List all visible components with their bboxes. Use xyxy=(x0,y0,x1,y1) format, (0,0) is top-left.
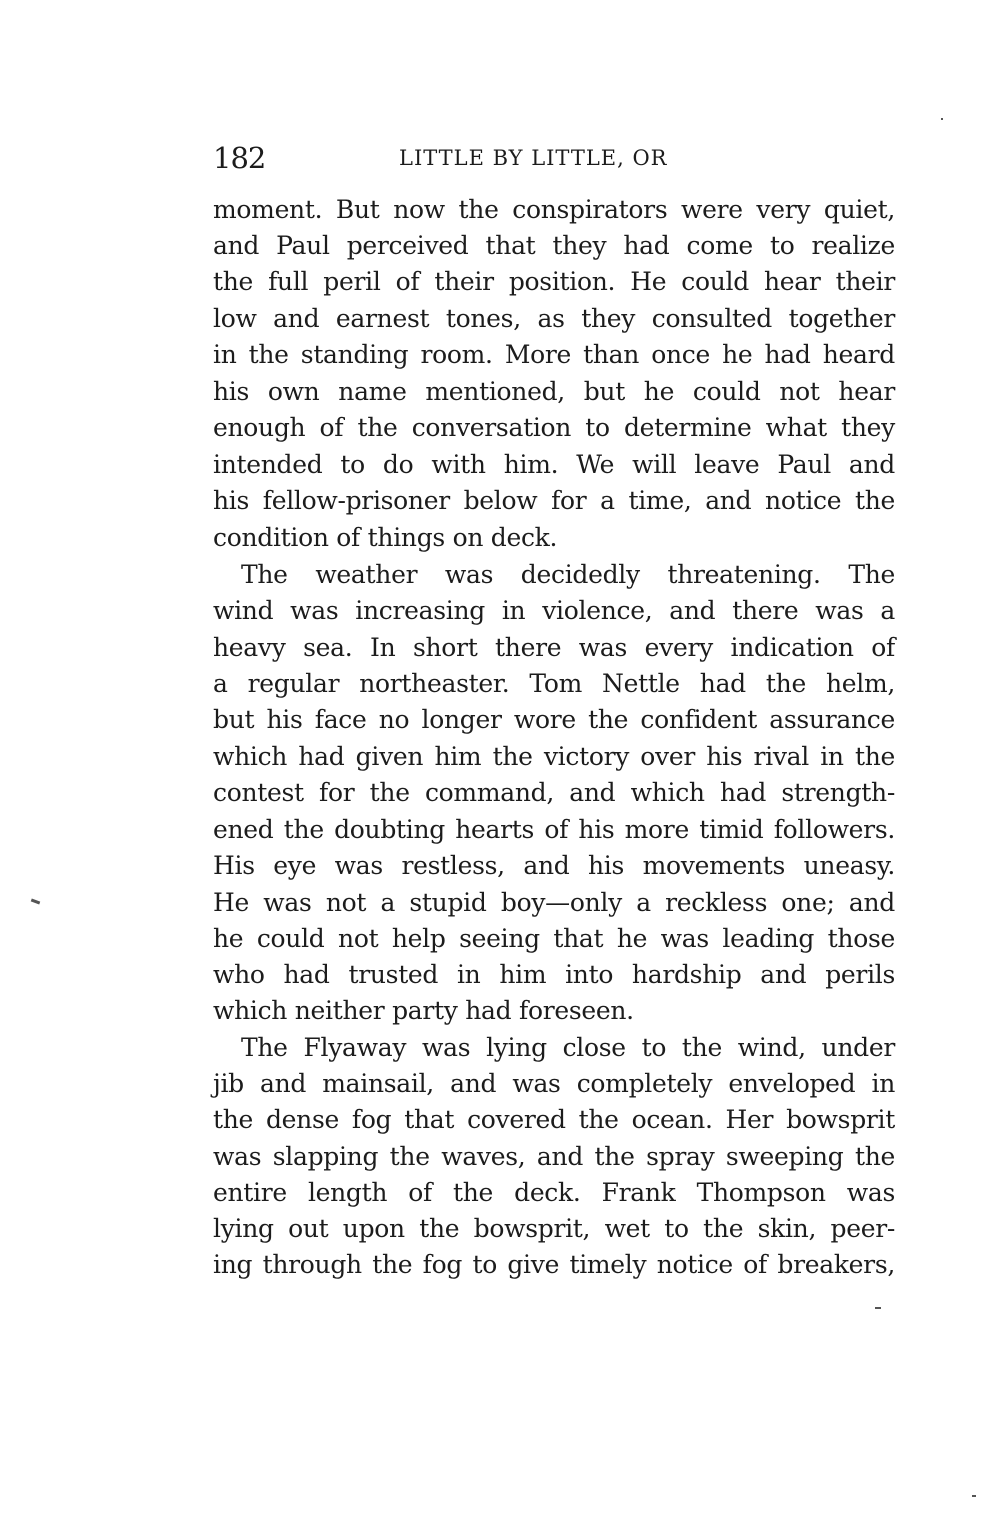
scan-speck xyxy=(875,1307,881,1309)
text-line: his own name mentioned, but he could not hear xyxy=(213,377,895,406)
text-line: His eye was restless, and his movements uneasy. xyxy=(213,851,895,880)
scan-speck xyxy=(31,899,40,905)
page-header xyxy=(213,138,898,178)
text-line: He was not a stupid boy—only a reckless one; and xyxy=(213,888,895,917)
text-line: which neither party had foreseen. xyxy=(213,996,634,1025)
text-line: who had trusted in him into hardship and perils xyxy=(213,960,895,989)
text-line: lying out upon the bowsprit, wet to the skin, peer- xyxy=(213,1214,895,1243)
scan-speck xyxy=(972,1495,976,1497)
text-line: condition of things on deck. xyxy=(213,523,558,552)
text-line: heavy sea. In short there was every indication of xyxy=(213,633,895,662)
text-line: in the standing room. More than once he had heard xyxy=(213,340,895,369)
text-line: the full peril of their position. He could hear their xyxy=(213,267,895,296)
text-line: was slapping the waves, and the spray sweeping the xyxy=(213,1142,895,1171)
text-line: but his face no longer wore the confident assurance xyxy=(213,705,895,734)
text-line: wind was increasing in violence, and there was a xyxy=(213,596,895,625)
text-line: The weather was decidedly threatening. The xyxy=(241,560,895,589)
text-line: moment. But now the conspirators were very quiet, xyxy=(213,195,895,224)
scan-speck xyxy=(941,118,943,120)
text-line: a regular northeaster. Tom Nettle had the helm, xyxy=(213,669,895,698)
text-line: enough of the conversation to determine what they xyxy=(213,413,895,442)
text-line: jib and mainsail, and was completely enveloped in xyxy=(213,1069,895,1098)
text-line: which had given him the victory over his rival in the xyxy=(213,742,895,771)
text-line: ened the doubting hearts of his more timid followers. xyxy=(213,815,895,844)
text-line: the dense fog that covered the ocean. Her bowsprit xyxy=(213,1105,895,1134)
page-number: 182 xyxy=(213,141,266,175)
text-line: ing through the fog to give timely notice of breakers, xyxy=(213,1250,895,1279)
text-line: The Flyaway was lying close to the wind, under xyxy=(241,1033,895,1062)
text-line: he could not help seeing that he was leading those xyxy=(213,924,895,953)
running-head: LITTLE BY LITTLE, OR xyxy=(399,146,668,170)
text-line: entire length of the deck. Frank Thompson was xyxy=(213,1178,895,1207)
text-line: intended to do with him. We will leave Paul and xyxy=(213,450,895,479)
text-line: low and earnest tones, as they consulted together xyxy=(213,304,895,333)
text-line: and Paul perceived that they had come to realize xyxy=(213,231,895,260)
text-line: his fellow-prisoner below for a time, and notice the xyxy=(213,486,895,515)
text-line: contest for the command, and which had strength- xyxy=(213,778,895,807)
